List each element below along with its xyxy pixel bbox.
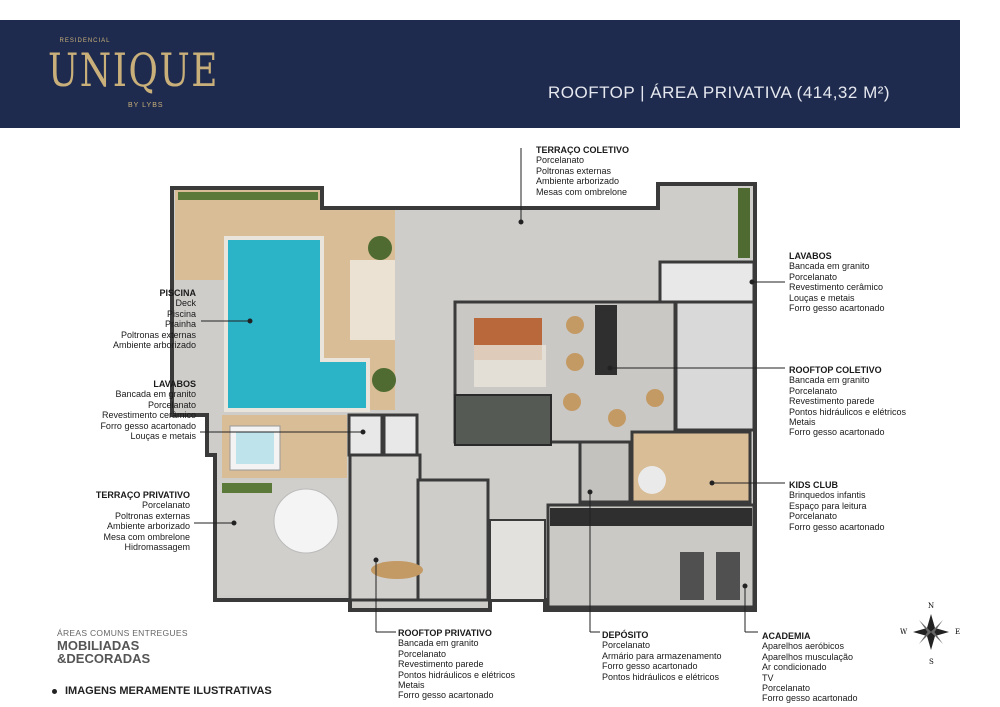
label-item: Forro gesso acartonado: [602, 661, 698, 672]
service-block: [676, 302, 754, 430]
bullet-icon: [52, 689, 57, 694]
hot-tub-water: [236, 432, 274, 464]
label-deposito: [602, 630, 722, 682]
private-lounge: [350, 455, 420, 600]
label-item: Ambiente arborizado: [106, 521, 190, 532]
page-title: ROOFTOP | ÁREA PRIVATIVA (414,32 M²): [548, 83, 891, 102]
kitchen-counter: [595, 305, 617, 375]
label-item: Mesas com ombrelone: [536, 186, 628, 197]
footer-note-small: ÁREAS COMUNS ENTREGUES: [57, 628, 188, 638]
label-item: Espaço para leitura: [789, 500, 867, 511]
label-item: Revestimento cerâmico: [789, 282, 884, 293]
label-item: Revestimento cerâmico: [101, 410, 196, 421]
label-item: Forro gesso acartonado: [100, 420, 196, 431]
rug: [474, 345, 546, 387]
label-kids-club: [789, 480, 885, 532]
label-item: Porcelanato: [789, 385, 838, 396]
label-item: Louças e metais: [789, 292, 855, 303]
bathroom-right: [660, 262, 754, 302]
planter-left: [222, 483, 272, 493]
label-item: Poltronas externas: [120, 329, 196, 340]
label-lavabos-left: [100, 379, 196, 441]
label-item: Louças e metais: [130, 431, 196, 442]
label-terraco-coletivo: [536, 145, 629, 197]
label-item: Forro gesso acartonado: [789, 427, 885, 438]
footer-note-big-1: MOBILIADAS: [57, 638, 140, 653]
planter-top: [178, 192, 318, 200]
compass-w: W: [900, 628, 908, 636]
label-item: Porcelanato: [141, 500, 190, 511]
label-item: TV: [762, 672, 774, 683]
logo-top-text: RESIDENCIAL: [59, 38, 111, 44]
label-item: Bancada em granito: [115, 389, 196, 400]
label-item: Bancada em granito: [789, 375, 870, 386]
label-academia: [762, 631, 858, 704]
label-rooftop-coletivo: [789, 365, 906, 438]
compass-n: N: [928, 602, 935, 610]
label-rooftop-privativo: [398, 628, 515, 701]
label-item: Pontos hidráulicos e elétricos: [789, 406, 907, 417]
plant: [372, 368, 396, 392]
label-item: Poltronas externas: [536, 165, 612, 176]
label-item: Forro gesso acartonado: [789, 303, 885, 314]
umbrella: [274, 489, 338, 553]
label-piscina: [113, 288, 196, 350]
label-item: Prainha: [164, 319, 196, 330]
bathroom-left-2: [384, 415, 417, 455]
label-title: ROOFTOP PRIVATIVO: [398, 628, 492, 638]
label-item: Revestimento parede: [789, 396, 875, 407]
label-lavabos-right: [789, 251, 885, 313]
label-item: Armário para armazenamento: [602, 650, 722, 661]
stair: [490, 520, 545, 600]
label-item: Brinquedos infantis: [789, 490, 866, 501]
dining-table: [371, 561, 423, 579]
label-item: Metais: [398, 680, 425, 691]
label-item: Bancada em granito: [398, 638, 479, 649]
footer-note-big-2: &DECORADAS: [57, 651, 151, 666]
label-item: Ambiente arborizado: [112, 340, 196, 351]
label-item: Poltronas externas: [114, 510, 190, 521]
label-item: Pontos hidráulicos e elétricos: [398, 669, 516, 680]
tv-panel: [455, 395, 551, 445]
label-item: Revestimento parede: [398, 659, 484, 670]
label-item: Aparelhos musculação: [762, 651, 854, 662]
label-item: Mesa com ombrelone: [103, 531, 190, 542]
play-mat: [638, 466, 666, 494]
label-item: Aparelhos aeróbicos: [762, 641, 845, 652]
bathroom-left-1: [349, 415, 382, 455]
label-item: Hidromassagem: [124, 542, 190, 553]
label-title: ROOFTOP COLETIVO: [789, 365, 882, 375]
label-item: Porcelanato: [789, 511, 838, 522]
compass-s: S: [929, 658, 934, 666]
label-item: Porcelanato: [762, 683, 811, 694]
label-item: Porcelanato: [147, 399, 196, 410]
gym-strip: [550, 508, 752, 526]
label-item: Forro gesso acartonado: [789, 521, 885, 532]
label-title: PISCINA: [159, 288, 196, 298]
footer-note-big: [57, 639, 150, 665]
label-item: Forro gesso acartonado: [398, 690, 494, 701]
label-title: TERRAÇO PRIVATIVO: [95, 490, 190, 500]
logo-by-text: BY LYBS: [128, 102, 164, 109]
private-kitchen: [418, 480, 488, 600]
label-title: DEPÓSITO: [602, 630, 649, 640]
label-item: Forro gesso acartonado: [762, 693, 858, 704]
label-item: Bancada em granito: [789, 261, 870, 272]
label-item: Porcelanato: [602, 640, 651, 651]
label-title: LAVABOS: [789, 251, 832, 261]
label-title: TERRAÇO COLETIVO: [536, 145, 630, 155]
label-title: ACADEMIA: [762, 631, 811, 641]
label-title: KIDS CLUB: [789, 480, 838, 490]
compass-icon: [900, 602, 960, 666]
label-item: Piscina: [166, 308, 196, 319]
label-terraco-privativo: [96, 490, 190, 552]
label-item: Metais: [789, 417, 816, 428]
disclaimer-text: IMAGENS MERAMENTE ILUSTRATIVAS: [65, 685, 272, 697]
deposito: [580, 442, 630, 502]
footer-disclaimer: [52, 685, 272, 697]
label-item: Porcelanato: [789, 271, 838, 282]
label-item: Pontos hidráulicos e elétricos: [602, 671, 720, 682]
label-title: LAVABOS: [153, 379, 196, 389]
plant: [368, 236, 392, 260]
compass-e: E: [955, 628, 961, 636]
deck-lounges: [350, 260, 395, 340]
label-item: Ar condicionado: [762, 662, 827, 673]
label-item: Porcelanato: [536, 155, 585, 166]
planter-vertical: [738, 188, 750, 258]
logo-name: UNIQUE: [48, 43, 220, 97]
label-item: Porcelanato: [398, 648, 447, 659]
label-item: Ambiente arborizado: [536, 176, 620, 187]
label-item: Deck: [175, 298, 196, 309]
